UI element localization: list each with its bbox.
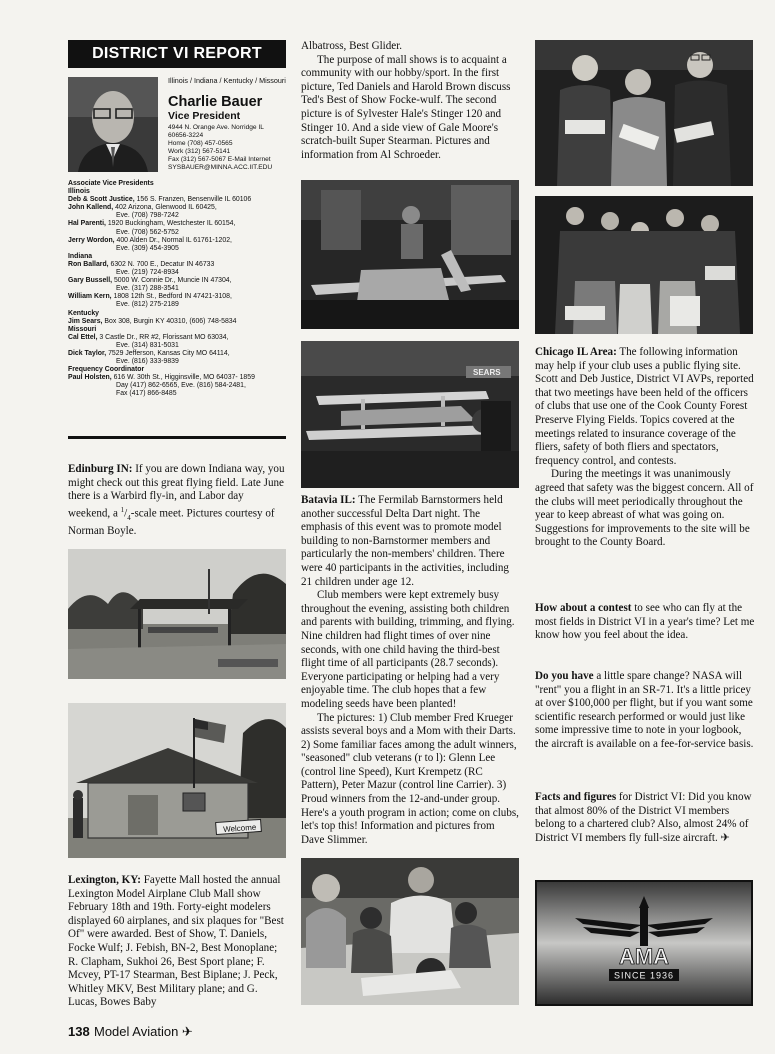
field-clubhouse-photo xyxy=(68,703,286,858)
edinburg-text-b: -scale meet. Pictures courtesy of Norman Boyle. xyxy=(68,507,275,538)
spare-change-text: a little spare change? NASA will "rent" you a flight in an SR-71. It's a little pricey at over $100,000 per flight, but if you want some scientific research performed or would just like some impressive time to note in your logbook, the aircraft is available on a fee-for-service basis. xyxy=(535,670,754,750)
avp-section-heading: Indiana xyxy=(68,252,93,260)
district-states: Illinois / Indiana / Kentucky / Missouri xyxy=(168,76,286,85)
store-sign-text: SEARS xyxy=(473,368,501,377)
avp-entry-line xyxy=(68,237,286,245)
avp-address: 616 W. 30th St., Higginsville, MO 64037- 1859 xyxy=(113,374,255,382)
avp-entry-line xyxy=(68,293,286,301)
avp-entry-line: Eve. (309) 454-3905 xyxy=(116,244,179,252)
avp-address: 1808 12th St., Bedford IN 47421-3108, xyxy=(113,293,232,301)
avp-entry-line xyxy=(68,350,286,358)
facts-text: for District VI: Did you know that almost 80% of the District VI members belong to a chartered club? Also, almost 24% of District VI members fly full-size aircraft. ✈ xyxy=(535,791,752,844)
lexington-text: Fayette Mall hosted the annual Lexington Model Airplane Club Mall show February 18th and 19th. Forty-eight modelers displayed 60 airplanes, and six plaques for "Best Of" were awarded. Best of Show, T. Daniels, Focke Wulf; J. Febish, BN-2, Best Monoplane; R. Clapham, Sukhoi 26, Best Sport plane; F. Mcvey, PT-17 Stearman, Best Biplane; J. Peck, Whitley MKV, Best Military plane; and G. Lucas, Bowes Baby xyxy=(68,874,284,1009)
avp-entry-line: Fax (417) 866-8485 xyxy=(116,390,177,398)
facts-lead: Facts and figures xyxy=(535,791,617,803)
avp-entry-line: Day (417) 862-6565, Eve. (816) 584-2481, xyxy=(116,382,246,390)
avp-entry-line xyxy=(68,277,286,285)
avp-entry-line: Eve. (317) 288-3541 xyxy=(116,285,179,293)
avp-name: Ron Ballard, xyxy=(68,260,109,268)
contact-line: Fax (312) 567-5067 E-Mail Internet xyxy=(168,155,271,163)
district-report-title: DISTRICT VI REPORT xyxy=(68,40,286,68)
ama-name: AMA xyxy=(618,944,670,969)
welcome-sign-text: Welcome xyxy=(222,822,257,835)
avp-name: John Kallend, xyxy=(68,204,114,212)
avp-section-heading: Frequency Coordinator xyxy=(68,366,145,374)
chicago-article xyxy=(535,346,755,550)
avp-address: 156 S. Franzen, Bensenville IL 60106 xyxy=(136,196,252,204)
spare-change-article xyxy=(535,670,755,752)
associate-vp-list xyxy=(68,180,286,399)
avp-name: Jerry Wordon, xyxy=(68,236,115,244)
edinburg-article: Edinburg IN: If you are down Indiana way, you might check out this great flying field. Late June there is a Warbird fly-in, and Labor day weekend, a $^1/_4$-scale meet. Pictures courtesy of Norman Boyle. xyxy=(68,463,285,538)
avp-entry-line: Eve. (708) 798-7242 xyxy=(116,212,179,220)
page-number: 138 xyxy=(68,1024,90,1039)
avp-address: 3 Castle Dr., RR #2, Florissant MO 63034, xyxy=(99,333,229,341)
contest-lead: How about a contest xyxy=(535,602,632,614)
contact-line: SYSBAUER@MINNA.ACC.IIT.EDU xyxy=(168,163,273,171)
spare-change-lead: Do you have xyxy=(535,670,594,682)
mall-continued: Albatross, Best Glider. xyxy=(301,40,403,52)
avp-entry-line xyxy=(68,318,286,326)
mall-show-models-photo xyxy=(301,180,519,329)
facts-article xyxy=(535,791,755,845)
avp-address: 402 Arizona, Glenwood IL 60425, xyxy=(115,204,217,212)
mall-show-article xyxy=(301,40,519,162)
contact-line: Home (708) 457-0565 xyxy=(168,139,233,147)
avp-entry-line: Eve. (816) 333-9839 xyxy=(116,358,179,366)
adult-winners-photo xyxy=(535,40,753,186)
mall-paragraph: The purpose of mall shows is to acquaint a community with our hobby/sport. In the first picture, Ted Daniels and Harold Brown discuss Ted's Best of Show Focke-wulf. The second picture is of Sylvester Hale's Stinger 120 and Stinger 10. And a side view of Gale Moore's scratch-built Super Stearman. Pictures and information from Al Schroeder. xyxy=(301,53,511,161)
avp-name: Hal Parenti, xyxy=(68,220,106,228)
edinburg-lead: Edinburg IN: xyxy=(68,463,133,475)
avp-address: 6302 N. 700 E., Decatur IN 46733 xyxy=(110,260,215,268)
youth-building-photo xyxy=(301,858,519,1005)
contest-article xyxy=(535,602,755,643)
batavia-paragraph-2: Club members were kept extremely busy throughout the evening, assisting both children and parents with building, trimming, and flying. Nine children had flight times of over nine seconds, with one child having the third-best flight time of all participants (28.7 seconds). Everyone participating or helping had a very enjoyable time. The club hopes that a few modeling seeds have been planted! xyxy=(301,589,515,710)
magazine-name: Model Aviation ✈ xyxy=(94,1024,193,1039)
avp-entry-line xyxy=(68,220,286,228)
chicago-lead: Chicago IL Area: xyxy=(535,346,617,358)
vice-president-photo xyxy=(68,77,158,172)
avp-entry-line: Eve. (812) 275-2189 xyxy=(116,301,179,309)
batavia-text: The Fermilab Barnstormers held another successful Delta Dart night. The emphasis of this event was to promote model building to non-Barnstormer members and particularly the non-members' children. There were 40 participants in the activities, including 21 children under age 12. xyxy=(301,494,509,588)
chicago-text: The following information may help if your club uses a public flying site. Scott and Deb Justice, District VI AVPs, reported that two meetings have been held of the officers of clubs that use one of the Cook County Forest Preserve Flying Fields. Topics covered at the meetings related to insurance coverage of the fliers, safety of both fliers and spectators, frequency control, and contests. xyxy=(535,346,754,467)
avp-name: Dick Taylor, xyxy=(68,349,107,357)
contact-line: Work (312) 567-5141 xyxy=(168,147,231,155)
chicago-paragraph-2: During the meetings it was unanimously agreed that safety was the biggest concern. All of the clubs will meet periodically throughout the year to keep abreast of what was going on. Suggestions for improvements to the site will be brought to the County Board. xyxy=(535,468,754,549)
ama-since: SINCE 1936 xyxy=(613,970,675,981)
avp-section-heading: Illinois xyxy=(68,188,90,196)
youth-winners-photo xyxy=(535,196,753,334)
fraction-denominator: 4 xyxy=(127,513,131,522)
avp-heading: Associate Vice Presidents xyxy=(68,180,154,187)
flying-field-shelter-photo xyxy=(68,549,286,679)
contest-text: to see who can fly at the most fields in District VI in a year's time? Let me know how you feel about the idea. xyxy=(535,602,755,642)
contact-line: 60656-3224 xyxy=(168,131,204,139)
avp-section-heading: Kentucky xyxy=(68,309,100,317)
avp-entry-line: Eve. (708) 562-5752 xyxy=(116,228,179,236)
avp-name: Cal Ettel, xyxy=(68,333,98,341)
batavia-article xyxy=(301,494,519,847)
batavia-paragraph-3: The pictures: 1) Club member Fred Krueger assists several boys and a Mom with their Darts. 2) Some familiar faces among the adult winners, "seasoned" club veterans (r to l): Glenn Lee (control line Speed), Kurt Krempetz (RC Pattern), Peter Mazur (control line Carrier). 3) Proud winners from the 12-and-under group. Here's a youth program in action; come on clubs, let's top this! Information and pictures from Dave Slimmer. xyxy=(301,711,519,846)
avp-name: Jim Sears, xyxy=(68,317,103,325)
avp-entry-line xyxy=(68,196,286,204)
contact-line: 4944 N. Orange Ave. Norridge IL xyxy=(168,124,264,131)
vice-president-name: Charlie Bauer xyxy=(168,94,263,110)
edinburg-text-a: If you are down Indiana way, you might check out this great flying field. Late June there is a Warbird fly-in, and Labor day weekend, a xyxy=(68,463,285,520)
avp-name: William Kern, xyxy=(68,293,112,301)
lexington-article xyxy=(68,874,286,1010)
avp-entry-line: Eve. (314) 831-5031 xyxy=(116,341,179,349)
avp-name: Gary Bussell, xyxy=(68,277,113,285)
avp-address: 1920 Buckingham, Westchester IL 60154, xyxy=(107,220,236,228)
vice-president-contact xyxy=(168,124,290,171)
avp-entry-line xyxy=(68,334,286,342)
fraction-numerator: 1 xyxy=(120,505,125,514)
batavia-lead: Batavia IL: xyxy=(301,494,356,506)
avp-entry-line xyxy=(68,374,286,382)
lexington-lead: Lexington, KY: xyxy=(68,874,141,886)
vice-president-title: Vice President xyxy=(168,110,241,122)
section-rule xyxy=(68,436,286,439)
avp-name: Deb & Scott Justice, xyxy=(68,196,135,204)
avp-address: 400 Alden Dr., Normal IL 61761-1202, xyxy=(116,236,232,244)
avp-address: 7529 Jefferson, Kansas City MO 64114, xyxy=(108,349,230,357)
avp-entry-line: Eve. (219) 724-8934 xyxy=(116,269,179,277)
avp-address: 5000 W. Connie Dr., Muncie IN 47304, xyxy=(113,277,232,285)
avp-name: Paul Holsten, xyxy=(68,374,112,382)
ama-logo-panel xyxy=(535,880,753,1006)
avp-address: Box 308, Burgin KY 40310, (606) 748-5834 xyxy=(104,317,237,325)
avp-entry-line xyxy=(68,204,286,212)
avp-section-heading: Missouri xyxy=(68,325,97,333)
avp-entry-line xyxy=(68,261,286,269)
stearman-model-photo xyxy=(301,341,519,488)
